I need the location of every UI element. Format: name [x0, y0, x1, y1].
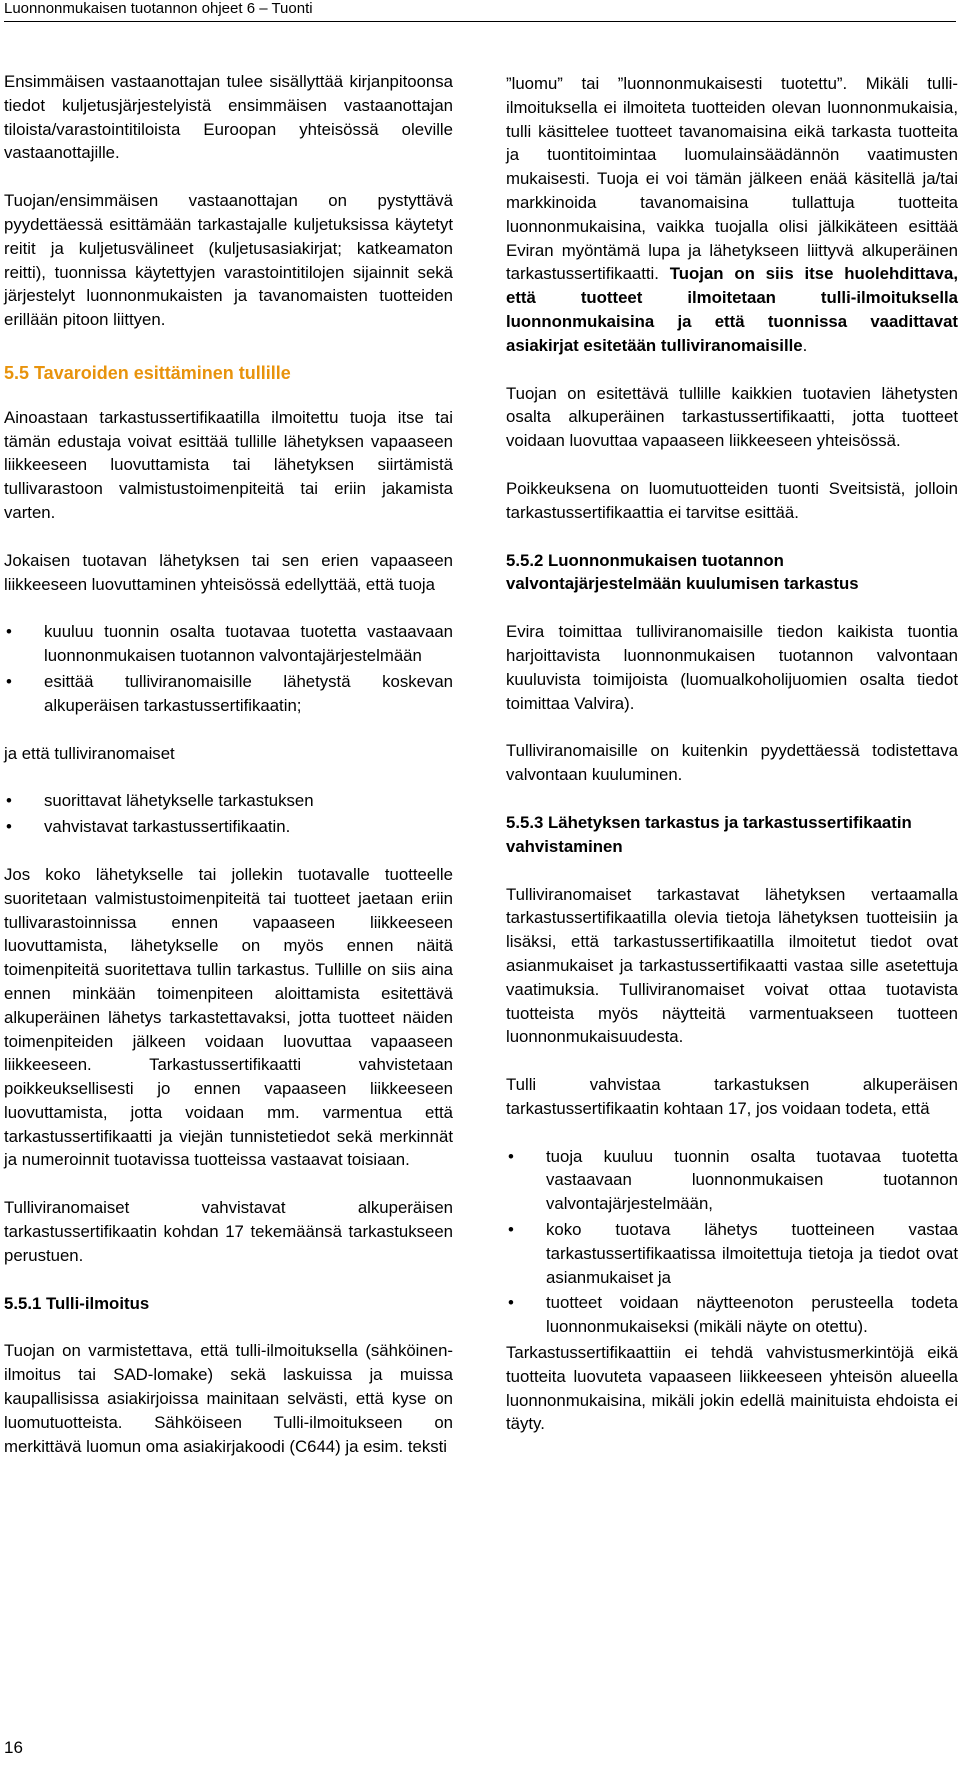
- section-heading-5-5-2: 5.5.2 Luonnonmukaisen tuotannon valvontajärjestelmään kuulumisen tarkastus: [506, 550, 859, 594]
- paragraph-text: ”luomu” tai ”luonnonmukaisesti tuotettu”. Mikäli tulli-ilmoituksella ei ilmoiteta tuotteiden olevan luonnonmukaisia, tulli käsittelee tuotteet tavanomaisina eikä tarkasta tuotteita ja tuontitoimintaa luomulainsäädännön vaatimusten mukaisesti. Tuoja ei voi tämän jälkeen enää käsitellä ja/tai markkinoida tavanomaisina tullattuja tuotteita luonnonmukaisina, vaikka tuojalla olisi jälkikäteen esittää Eviran myöntämä lupa ja lähetykseen liittyvä alkuperäinen tarkastussertifikaatti.: [506, 74, 958, 284]
- paragraph: Tulliviranomaiset vahvistavat alkuperäisen tarkastussertifikaatin kohdan 17 tekemäänsä tarkastukseen perustuen.: [4, 1198, 453, 1265]
- bullet-icon: •: [6, 791, 12, 811]
- bold-emphasis: Tuojan on siis itse huolehdittava, että tuotteet ilmoitetaan tulli-ilmoituksella luonnonmukaisina ja että tuonnissa vaadittavat asiakirjat esitetään tulliviranomaisille: [506, 264, 958, 355]
- left-column: [4, 70, 453, 1482]
- bullet-icon: •: [6, 671, 12, 691]
- bullet-icon: •: [508, 1220, 514, 1240]
- bullet-icon: •: [508, 1146, 514, 1166]
- list-item-text: esittää tulliviranomaisille lähetystä koskevan alkuperäisen tarkastussertifikaatin;: [44, 671, 453, 715]
- paragraph: Jos koko lähetykselle tai jollekin tuotavalle tuotteelle suoritetaan valmistustoimenpiteitä tai tuotteet jaetaan eriin tullivarastoinnissa ennen vapaaseen liikkeeseen luovuttamista, lähetykselle on myös ennen näitä toimenpiteitä suoritettava tullin tarkastus. Tullille on siis aina ennen minkään toimenpiteen aloittamista esitettävä alkuperäinen lähetys tarkastettavaksi, jotta tuotteet näiden toimenpiteiden jälkeen voidaan luovuttaa vapaaseen liikkeeseen. Tarkastussertifikaatti vahvistetaan poikkeuksellisesti jo ennen vapaaseen liikkeeseen luovuttamista, jotta voidaan mm. varmentua että tarkastussertifikaatti ja viejän tunnistetiedot sekä merkinnät ja numeroinnit tuotavissa tuotteissa vastaavat toisiaan.: [4, 864, 453, 1170]
- paragraph: Tarkastussertifikaattiin ei tehdä vahvistusmerkintöjä eikä tuotteita luovuteta vapaaseen liikkeeseen yhteisön alueella luonnonmukaisina, mikäli jokin edellä mainituista ehdoista ei täyty.: [506, 1343, 958, 1434]
- bullet-list: [506, 1145, 958, 1339]
- list-item-text: kuuluu tuonnin osalta tuotavaa tuotetta vastaavaan luonnonmukaisen tuotannon valvontajärjestelmään: [44, 622, 453, 666]
- bullet-list: [4, 620, 453, 717]
- list-item-text: tuotteet voidaan näytteenoton perusteella todeta luonnonmukaiseksi (mikäli näyte on otettu).: [546, 1293, 958, 1337]
- paragraph: Ainoastaan tarkastussertifikaatilla ilmoitettu tuoja itse tai tämän edustaja voivat esittää tullille lähetyksen vapaaseen liikkeeseen luovuttamista tai lähetyksen siirtämistä tullivarastoon valmistustoimenpiteitä tai eriin jakamista varten.: [4, 407, 453, 522]
- paragraph: Tulli vahvistaa tarkastuksen alkuperäisen tarkastussertifikaatin kohtaan 17, jos voidaan todeta, että: [506, 1075, 958, 1118]
- header-rule: [4, 21, 956, 22]
- list-item-text: vahvistavat tarkastussertifikaatin.: [44, 817, 291, 837]
- section-heading-5-5-3: 5.5.3 Lähetyksen tarkastus ja tarkastussertifikaatin vahvistaminen: [506, 812, 912, 856]
- list-item: [4, 789, 453, 813]
- section-heading-5-5-1: 5.5.1 Tulli-ilmoitus: [4, 1293, 150, 1313]
- list-item: [506, 1291, 958, 1339]
- paragraph: ja että tulliviranomaiset: [4, 743, 175, 763]
- list-item: [4, 620, 453, 668]
- paragraph: Evira toimittaa tulliviranomaisille tiedon kaikista tuontia harjoittavista luonnonmukaisen tuotannon valvontaan kuuluvista toimijoista (luomualkoholijuomien osalta tiedot toimittaa Valvira).: [506, 622, 958, 713]
- paragraph: Tuojan on esitettävä tullille kaikkien tuotavien lähetysten osalta alkuperäinen tarkastussertifikaatti, jotta tuotteet voidaan luovuttaa vapaaseen liikkeeseen yhteisössä.: [506, 383, 958, 451]
- paragraph: Tuojan on varmistettava, että tulli-ilmoituksella (sähköinen-ilmoitus tai SAD-lomake) sekä laskuissa ja muissa kaupallisissa asiakirjoissa mainitaan selvästi, että kyse on luomutuotteista. Sähköiseen Tulli-ilmoitukseen on merkittävä luomun oma asiakirjakoodi (C644) ja esim. teksti: [4, 1341, 453, 1456]
- paragraph: Tuojan/ensimmäisen vastaanottajan on pystyttävä pyydettäessä esittämään tarkastajalle kuljetuksissa käytetyt reitit ja kuljetusvälineet (kuljetusasiakirjat; katkeamaton reitti), tuonnissa käytettyjen varastointitilojen sijainnit sekä järjestelyt luonnonmukaisten ja tavanomaisten tuotteiden erillään pitoon liittyen.: [4, 191, 453, 330]
- paragraph-end: .: [802, 335, 808, 355]
- paragraph: [506, 72, 958, 358]
- paragraph: Jokaisen tuotavan lähetyksen tai sen erien vapaaseen liikkeeseen luovuttaminen yhteisössä edellyttää, että tuoja: [4, 550, 453, 594]
- section-heading-5-5: 5.5 Tavaroiden esittäminen tullille: [4, 362, 291, 383]
- bullet-icon: •: [6, 817, 12, 837]
- list-item-text: suorittavat lähetykselle tarkastuksen: [44, 791, 314, 811]
- list-item: [506, 1145, 958, 1216]
- list-item-text: koko tuotava lähetys tuotteineen vastaa tarkastussertifikaatissa ilmoitettuja tietoja ja tiedot ovat asianmukaiset ja: [546, 1220, 958, 1287]
- list-item: [506, 1218, 958, 1289]
- paragraph: Tulliviranomaisille on kuitenkin pyydettäessä todistettava valvontaan kuuluminen.: [506, 741, 958, 785]
- running-header: Luonnonmukaisen tuotannon ohjeet 6 – Tuonti: [4, 0, 313, 17]
- list-item-text: tuoja kuuluu tuonnin osalta tuotavaa tuotetta vastaavaan luonnonmukaisen tuotannon valvontajärjestelmään,: [546, 1146, 958, 1214]
- paragraph: Ensimmäisen vastaanottajan tulee sisällyttää kirjanpitoonsa tiedot kuljetusjärjestelyistä ensimmäisen vastaanottajan tiloista/varastointitiloista Euroopan yhteisössä oleville vastaanottajille.: [4, 72, 453, 163]
- list-item: [4, 815, 453, 839]
- list-item: [4, 670, 453, 718]
- paragraph: Poikkeuksena on luomutuotteiden tuonti Sveitsistä, jolloin tarkastussertifikaattia ei tarvitse esittää.: [506, 478, 958, 522]
- paragraph: Tulliviranomaiset tarkastavat lähetyksen vertaamalla tarkastussertifikaatilla olevia tietoja lähetyksen tuotteisiin ja lisäksi, että tarkastussertifikaatilla ilmoitetut tiedot ovat asianmukaiset ja tarkastussertifikaatti vastaa sille asetettuja vaatimuksia. Tulliviranomaiset voivat ottaa tuotavista tuotteista myös näytteitä varmentuakseen tuotteen luonnonmukaisuudesta.: [506, 884, 958, 1047]
- right-column: [506, 72, 958, 1460]
- bullet-icon: •: [508, 1293, 514, 1313]
- page-number: 16: [4, 1738, 23, 1757]
- bullet-icon: •: [6, 622, 12, 642]
- bullet-list: [4, 789, 453, 839]
